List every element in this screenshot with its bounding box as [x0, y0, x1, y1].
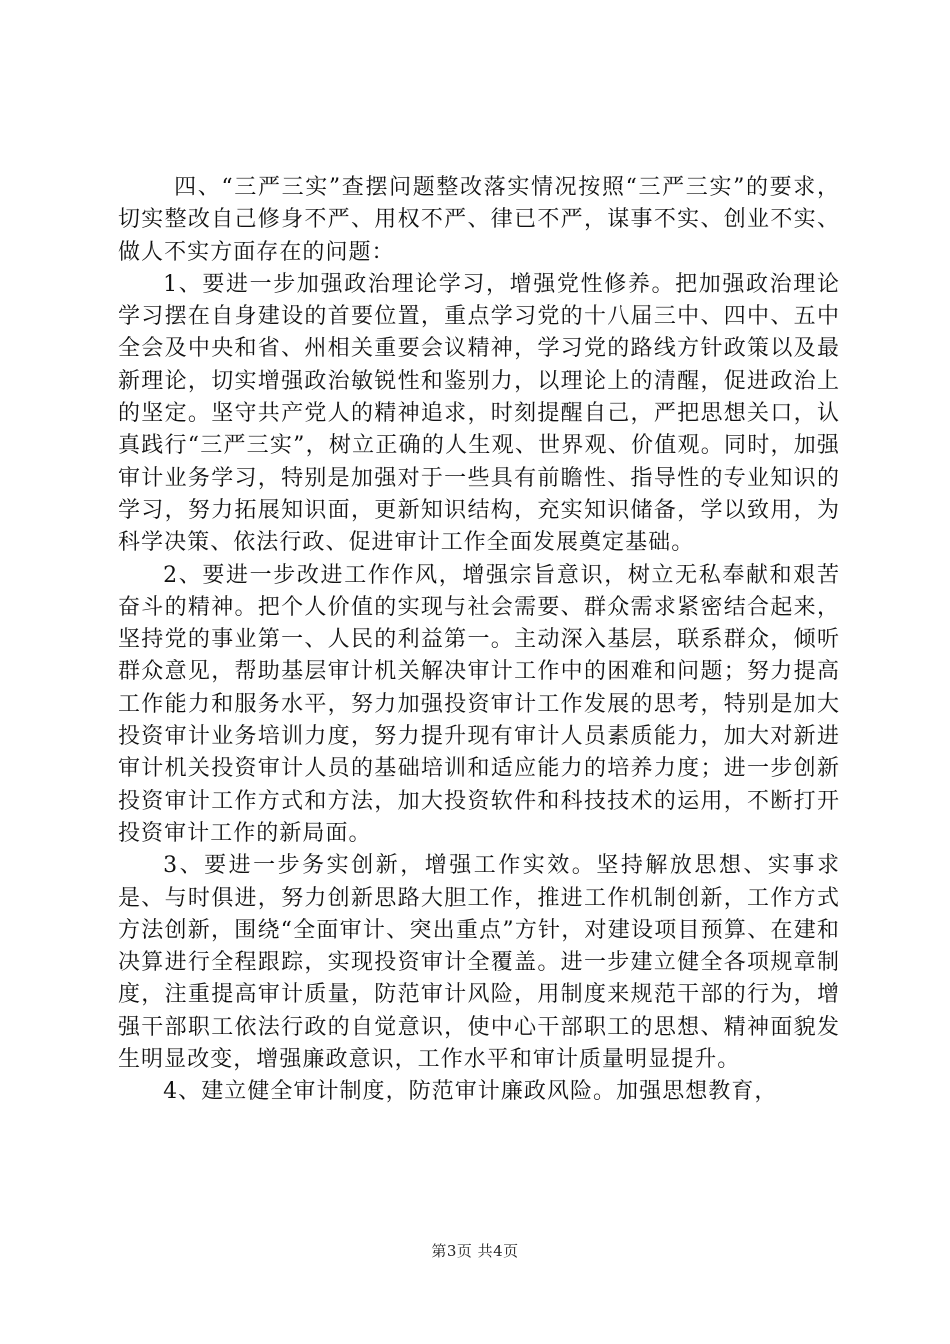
body-paragraph-2: 2、要进一步改进工作作风，增强宗旨意识，树立无私奉献和艰苦奋斗的精神。把个人价值的实现与社会需要、群众需求紧密结合起来，坚持党的事业第一、人民的利益第一。主动深入基层，联系群众，倾听群众意见，帮助基层审计机关解决审计工作中的困难和问题；努力提高工作能力和服务水平，努力加强投资审计工作发展的思考，特别是加大投资审计业务培训力度，努力提升现有审计人员素质能力，加大对新进审计机关投资审计人员的基础培训和适应能力的培养力度；进一步创新投资审计工作方式和方法，加大投资软件和科技技术的运用，不断打开投资审计工作的新局面。: [118, 562, 840, 846]
body-paragraph-4: 4、建立健全审计制度，防范审计廉政风险。加强思想教育，: [163, 1079, 778, 1105]
section-heading-paragraph: 四、“三严三实”查摆问题整改落实情况按照“三严三实”的要求，切实整改自己修身不严、用权不严、律已不严，谋事不实、创业不实、做人不实方面存在的问题：: [118, 175, 840, 265]
body-paragraph-3: 3、要进一步务实创新，增强工作实效。坚持解放思想、实事求是、与时俱进，努力创新思路大胆工作，推进工作机制创新，工作方式方法创新，围绕“全面审计、突出重点”方针，对建设项目预算、在建和决算进行全程跟踪，实现投资审计全覆盖。进一步建立健全各项规章制度，注重提高审计质量，防范审计风险，用制度来规范干部的行为，增强干部职工依法行政的自觉意识，使中心干部职工的思想、精神面貌发生明显改变，增强廉政意识，工作水平和审计质量明显提升。: [118, 853, 840, 1073]
document-body: [118, 172, 840, 1109]
page-number-footer: 第3页 共4页: [431, 1242, 519, 1260]
body-paragraph-1: 1、要进一步加强政治理论学习，增强党性修养。把加强政治理论学习摆在自身建设的首要位置，重点学习党的十八届三中、四中、五中全会及中央和省、州相关重要会议精神，学习党的路线方针政策以及最新理论，切实增强政治敏锐性和鉴别力，以理论上的清醒，促进政治上的坚定。坚守共产党人的精神追求，时刻提醒自己，严把思想关口，认真践行“三严三实”，树立正确的人生观、世界观、价值观。同时，加强审计业务学习，特别是加强对于一些具有前瞻性、指导性的专业知识的学习，努力拓展知识面，更新知识结构，充实知识储备，学以致用，为科学决策、依法行政、促进审计工作全面发展奠定基础。: [118, 271, 840, 556]
